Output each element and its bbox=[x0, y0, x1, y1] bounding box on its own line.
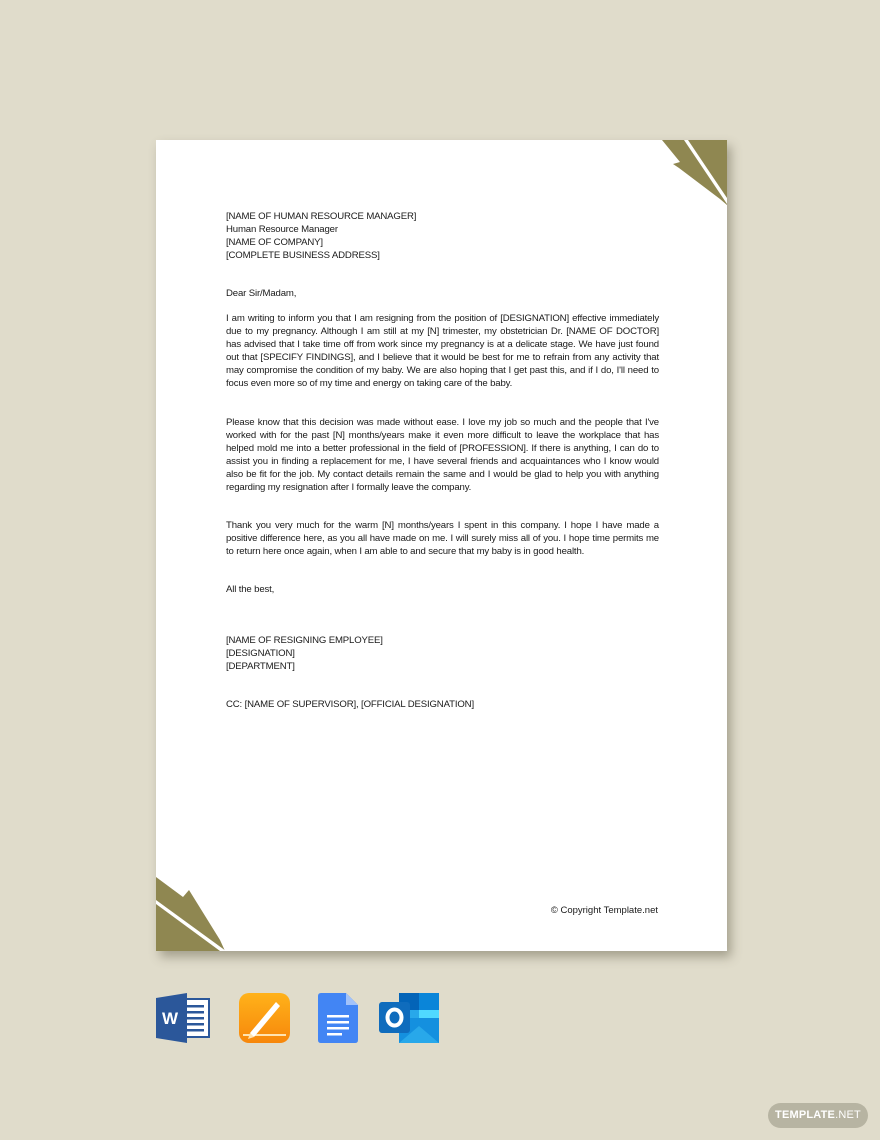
corner-decoration-top-right bbox=[657, 140, 727, 205]
signature-block bbox=[226, 634, 659, 673]
salutation: Dear Sir/Madam, bbox=[226, 288, 297, 299]
paragraph-2: Please know that this decision was made without ease. I love my job so much and the people that I've worked with for the past [N] months/years make it even more difficult to leave the workplace that has helped mold me into a better professional in the field of [PROFESSION]. If there is anything, I can do to assist you in finding a replacement for me, I have several friends and acquaintances who I know would also be fit for the job. My contact details remain the same and I would be glad to help you with anything regarding my resignation after I formally leave the company. bbox=[226, 417, 659, 493]
recipient-title: Human Resource Manager bbox=[226, 224, 338, 235]
signature-department: [DEPARTMENT] bbox=[226, 661, 295, 672]
word-icon[interactable] bbox=[156, 993, 211, 1043]
closing: All the best, bbox=[226, 584, 275, 595]
corner-decoration-bottom-left bbox=[156, 875, 228, 951]
copyright-text: © Copyright Template.net bbox=[550, 905, 658, 916]
template-net-watermark[interactable] bbox=[768, 1103, 868, 1128]
watermark-thin-text: .NET bbox=[835, 1109, 861, 1121]
paragraph-3: Thank you very much for the warm [N] months/years I spent in this company. I hope I have made a positive difference here, as you all have made on me. I will surely miss all of you. I hope time permits me to return here once again, when I am able to and secure that my baby is in good health. bbox=[226, 520, 659, 557]
signature-designation: [DESIGNATION] bbox=[226, 648, 295, 659]
cc-line: CC: [NAME OF SUPERVISOR], [OFFICIAL DESIGNATION] bbox=[226, 699, 474, 710]
google-docs-icon[interactable] bbox=[318, 993, 358, 1043]
signature-name: [NAME OF RESIGNING EMPLOYEE] bbox=[226, 635, 383, 646]
recipient-block bbox=[226, 210, 659, 262]
recipient-address: [COMPLETE BUSINESS ADDRESS] bbox=[226, 250, 380, 261]
svg-text:W: W bbox=[161, 1009, 179, 1028]
letter-page bbox=[156, 140, 727, 951]
pages-icon[interactable] bbox=[239, 993, 290, 1043]
outlook-icon[interactable] bbox=[379, 993, 439, 1043]
paragraph-1: I am writing to inform you that I am resigning from the position of [DESIGNATION] effective immediately due to my pregnancy. Although I am still at my [N] trimester, my obstetrician Dr. [NAME OF DOCTOR] has advised that I take time off from work since my pregnancy is at a delicate stage. We have just found out that [SPECIFY FINDINGS], and I believe that it would be best for me to refrain from any activity that may compromise the condition of my baby. We are also hoping that I get past this, and if I do, I'll need to focus even more so of my time and energy on taking care of the baby. bbox=[226, 313, 659, 389]
watermark-bold-text: TEMPLATE bbox=[775, 1109, 836, 1121]
recipient-company: [NAME OF COMPANY] bbox=[226, 237, 323, 248]
recipient-name: [NAME OF HUMAN RESOURCE MANAGER] bbox=[226, 211, 417, 222]
